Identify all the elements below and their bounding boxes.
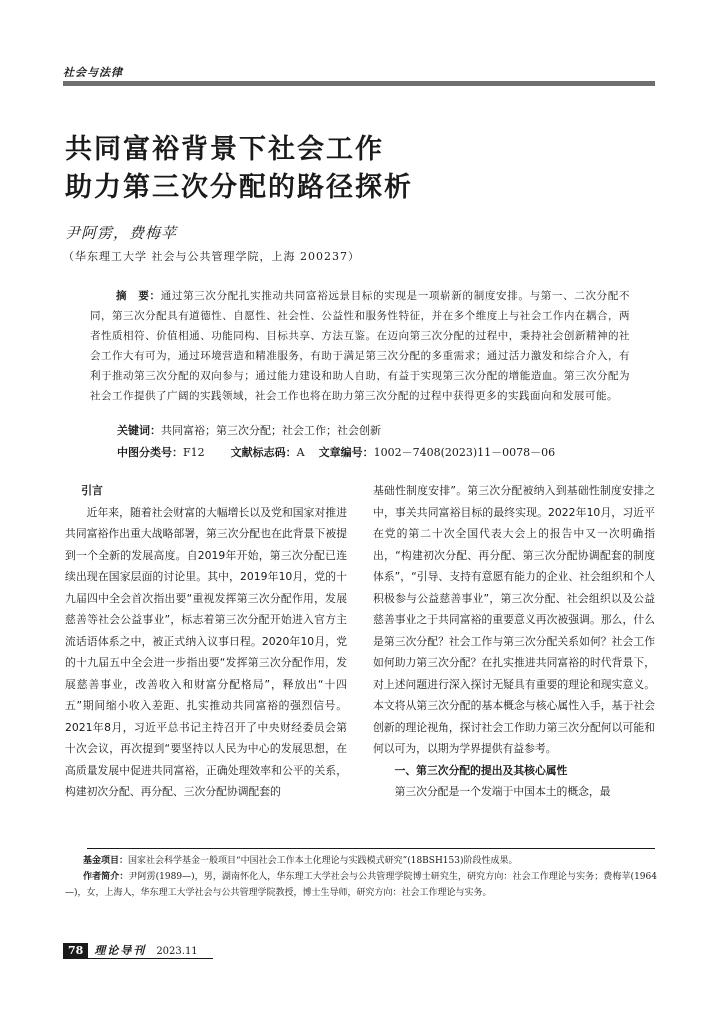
header-rule — [63, 81, 655, 86]
body-column-left — [65, 480, 347, 803]
article-number-label: 文章编号： — [318, 446, 374, 459]
fund-footnote — [65, 853, 657, 869]
section-1-heading: 一、第三次分配的提出及其核心属性 — [394, 763, 568, 777]
article-number-value: 1002－7408(2023)11－0078－06 — [373, 446, 556, 459]
authors: 尹阿雳，费梅苹 — [65, 224, 178, 242]
section-1-paragraph: 第三次分配是一个发端于中国本土的概念，最 — [394, 785, 611, 798]
page-number: 78 — [63, 943, 88, 958]
doc-label: 文献标志码： — [230, 446, 297, 459]
title-line-2: 助力第三次分配的路径探析 — [65, 172, 413, 203]
author-bio-label: 作者简介： — [83, 872, 129, 882]
body-column-right — [373, 480, 655, 803]
abstract — [90, 286, 630, 406]
keywords — [117, 422, 381, 438]
intro-heading: 引言 — [81, 484, 103, 497]
clc-value: F12 — [183, 446, 205, 459]
intro-paragraph: 近年来，随着社会财富的大幅增长以及党和国家对推进共同富裕作出重大战略部署，第三次分配也在此背景下被提到一个全新的发展高度。自2019年开始，第三次分配已连续出现在国家层面的讨论里。其中，2019年10月，党的十九届四中全会首次指出要“重视发挥第三次分配作用，发展慈善等社会公益事业”，标志着第三次分配开始进入官方主流话语体系之中，被正式纳入议事日程。2020年10月，党的十九届五中全会进一步指出要“发挥第三次分配作用，发展慈善事业，改善收入和财富分配格局”，释放出“十四五”期间缩小收入差距、扎实推动共同富裕的强烈信号。2021年8月，习近平总书记主持召开了中央财经委员会第十次会议，再次提到“要坚持以人民为中心的发展思想，在高质量发展中促进共同富裕，正确处理效率和公平的关系，构建初次分配、再分配、三次分配协调配套的 — [65, 505, 347, 798]
page-footer — [63, 942, 198, 958]
clc-label: 中图分类号： — [117, 446, 183, 459]
footnotes — [65, 853, 657, 901]
author-footnote — [65, 869, 657, 901]
article-title — [65, 131, 413, 207]
issue-date: 2023.11 — [156, 946, 198, 957]
journal-name: 理论导刊 — [94, 944, 147, 957]
fund-text: 国家社会科学基金一般项目“中国社会工作本土化理论与实践模式研究”(18BSH153)阶段性成果。 — [128, 856, 518, 866]
doc-value: A — [296, 446, 305, 459]
title-line-1: 共同富裕背景下社会工作 — [65, 134, 384, 165]
fund-label: 基金项目： — [83, 856, 129, 866]
classification-line — [117, 444, 559, 460]
footnote-rule — [87, 848, 655, 849]
affiliation: （华东理工大学 社会与公共管理学院，上海 200237） — [63, 250, 360, 263]
abstract-text: 通过第三次分配扎实推动共同富裕远景目标的实现是一项崭新的制度安排。与第一、二次分配不同，第三次分配具有道德性、自愿性、社会性、公益性和服务性特征，并在多个维度上与社会工作内在耦合，两者性质相符、价值相通、功能同构、目标共享、方法互鉴。在迈向第三次分配的过程中，秉持社会创新精神的社会工作大有可为，通过环境营造和精准服务，有助于满足第三次分配的多重需求；通过活力激发和综合介入，有利于推动第三次分配的双向参与；通过能力建设和助人自助，有益于实现第三次分配的增能造血。第三次分配为社会工作提供了广阔的实践领域，社会工作也将在助力第三次分配的过程中获得更多的实践面向和发展可能。 — [90, 290, 631, 402]
section-label: 社会与法律 — [63, 66, 123, 79]
keywords-label: 关键词： — [117, 424, 161, 437]
keywords-text: 共同富裕；第三次分配；社会工作；社会创新 — [161, 424, 381, 437]
footer-rule — [63, 958, 213, 959]
abstract-label: 摘 要： — [116, 290, 161, 302]
intro-paragraph-continued: 基础性制度安排”。第三次分配被纳入到基础性制度安排之中，事关共同富裕目标的最终实现。2022年10月，习近平在党的第二十次全国代表大会上的报告中又一次明确指出，“构建初次分配、再分配、第三次分配协调配套的制度体系”，“引导、支持有意愿有能力的企业、社会组织和个人积极参与公益慈善事业”，第三次分配、社会组织以及公益慈善事业之于共同富裕的重要意义再次被强调。那么，什么是第三次分配？社会工作与第三次分配关系如何？社会工作如何助力第三次分配？在扎实推进共同富裕的时代背景下，对上述问题进行深入探讨无疑具有重要的理论和现实意义。本文将从第三次分配的基本概念与核心属性入手，基于社会创新的理论视角，探讨社会工作助力第三次分配何以可能和何以可为，以期为学界提供有益参考。 — [373, 484, 655, 755]
author-bio-text: 尹阿雳(1989—)，男，湖南怀化人，华东理工大学社会与公共管理学院博士研究生，研究方向：社会工作理论与实务；费梅苹(1964—)，女，上海人，华东理工大学社会与公共管理学院教授，博士生导师，研究方向：社会工作理论与实务。 — [65, 872, 657, 898]
